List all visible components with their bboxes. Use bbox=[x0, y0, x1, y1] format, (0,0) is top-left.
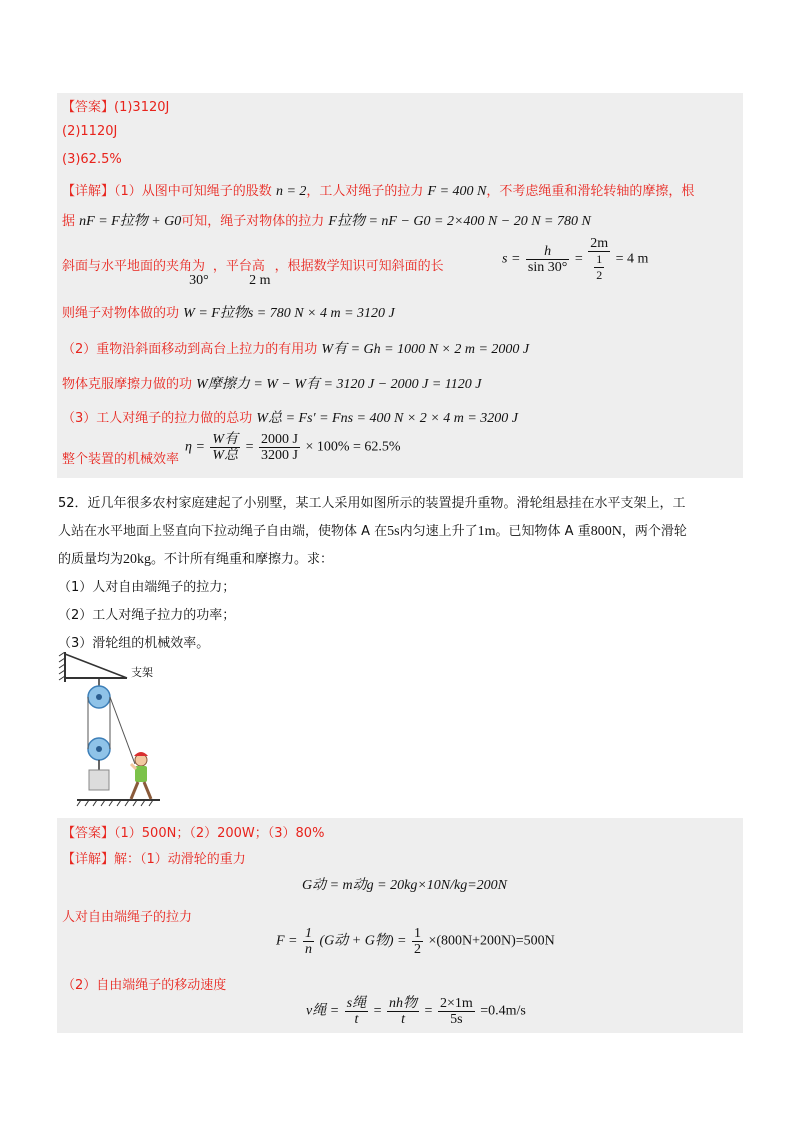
denominator: W总 bbox=[212, 448, 239, 463]
pulley-axle bbox=[96, 694, 102, 700]
fraction bbox=[387, 996, 419, 1027]
numerator: 1 bbox=[596, 252, 603, 266]
value: 20kg bbox=[123, 552, 152, 567]
detail-text: （2）重物沿斜面移动到高台上拉力的有用功 bbox=[62, 342, 318, 357]
detail-line-1 bbox=[62, 180, 694, 200]
fraction bbox=[210, 432, 240, 463]
denominator: n bbox=[305, 942, 312, 957]
answer-2: (2)1120J bbox=[62, 124, 118, 139]
fraction bbox=[438, 996, 475, 1027]
angle-value: 30° bbox=[189, 273, 209, 288]
denominator: 3200 J bbox=[260, 448, 298, 463]
fraction bbox=[303, 926, 314, 957]
question-52-line-3 bbox=[58, 548, 333, 568]
sub-question-3: （3）滑轮组的机械效率。 bbox=[58, 636, 210, 651]
detail-text: 整个装置的机械效率 bbox=[62, 452, 180, 467]
numerator: 1 bbox=[305, 926, 312, 941]
numerator: 1 bbox=[413, 926, 421, 941]
equation-part: = 4 m bbox=[615, 251, 649, 267]
equation-rope-speed: v绳 = $\frac{\text{s绳}}{t}$ = $\frac{\text{nh物}}{t}$ = $\frac{2\times 1m}{5s}$ =0.4m/s bbox=[306, 996, 526, 1027]
equation: F = 400 N bbox=[427, 184, 487, 199]
worker bbox=[131, 752, 151, 799]
answer-label: 【答案】 bbox=[62, 826, 115, 841]
equation-part: (G动 + G物) = bbox=[319, 933, 407, 949]
detail-text: 物体克服摩擦力做的功 bbox=[62, 377, 193, 392]
numerator: s绳 bbox=[346, 996, 367, 1011]
value: 1m bbox=[477, 524, 496, 539]
question-52-line-1: 52．近几年很多农村家庭建起了小别墅，某工人采用如图所示的装置提升重物。滑轮组悬挂在水平支架上，工 bbox=[58, 496, 686, 511]
answer-label: 【答案】 bbox=[62, 100, 115, 115]
denominator: sin 30° bbox=[527, 260, 568, 275]
fraction bbox=[259, 432, 300, 463]
equation-part: s = bbox=[502, 251, 521, 267]
pulley-figure bbox=[55, 652, 175, 812]
detail-text: ，根据数学知识可知斜面的长 bbox=[274, 259, 444, 274]
numerator: 2000 J bbox=[260, 432, 298, 447]
numerator: h bbox=[526, 244, 569, 260]
equation: n = 2 bbox=[275, 184, 307, 199]
fraction bbox=[588, 236, 610, 283]
question-52-line-2 bbox=[58, 520, 687, 540]
value: 5s bbox=[387, 524, 400, 539]
numerator: 2×1m bbox=[439, 996, 473, 1011]
equation: W总 = Fs′ = Fns = 400 N × 2 × 4 m = 3200 J bbox=[256, 411, 518, 426]
detail-line-1 bbox=[62, 848, 246, 867]
question-text: 。已知物体 A 重 bbox=[495, 524, 591, 539]
equation: W = F拉物s = 780 N × 4 m = 3120 J bbox=[183, 306, 395, 321]
equation-part: η = bbox=[185, 439, 205, 455]
denominator: 2 bbox=[596, 268, 603, 282]
weight-a bbox=[89, 770, 109, 790]
question-text: 。不计所有绳重和摩擦力。求： bbox=[151, 552, 334, 567]
equation-pulley-weight: G动 = m动g = 20kg×10N/kg=200N bbox=[302, 878, 508, 893]
question-text: ，两个滑轮 bbox=[621, 524, 687, 539]
detail-line-2: 人对自由端绳子的拉力 bbox=[62, 910, 193, 925]
detail-text: ，平台高 bbox=[212, 259, 265, 274]
detail-text: 则绳子对物体做的功 bbox=[62, 306, 180, 321]
denominator: 2 bbox=[413, 942, 421, 957]
equation-part: =0.4m/s bbox=[480, 1003, 526, 1019]
equation: F拉物 = nF − G0 = 2×400 N − 20 N = 780 N bbox=[328, 214, 591, 229]
pulley-axle bbox=[96, 746, 102, 752]
fraction bbox=[345, 996, 368, 1027]
fraction bbox=[526, 244, 569, 275]
numerator: nh物 bbox=[389, 996, 418, 1011]
detail-text: ，工人对绳子的拉力 bbox=[306, 184, 424, 199]
question-text: 人站在水平地面上竖直向下拉动绳子自由端，使物体 A 在 bbox=[58, 524, 388, 539]
equation: W摩擦力 = W − W有 = 3120 J − 2000 J = 1120 J bbox=[196, 377, 482, 392]
height-value: 2 m bbox=[249, 273, 271, 288]
sub-question-1: （1）人对自由端绳子的拉力； bbox=[58, 580, 236, 595]
detail-text: （1）从图中可知绳子的股数 bbox=[114, 184, 272, 199]
answer-1: (1)3120J bbox=[114, 100, 170, 115]
equation: W有 = Gh = 1000 N × 2 m = 2000 J bbox=[321, 342, 530, 357]
detail-line-4 bbox=[62, 302, 395, 322]
detail-line-3 bbox=[62, 255, 444, 288]
detail-text: 解：（1）动滑轮的重力 bbox=[114, 852, 246, 867]
equation: nF = F拉物 + G0 bbox=[79, 214, 182, 229]
detail-label: 【详解】 bbox=[62, 852, 115, 867]
denominator: t bbox=[354, 1012, 359, 1027]
detail-text: 斜面与水平地面的夹角为 bbox=[62, 259, 206, 274]
fraction bbox=[412, 926, 423, 957]
numerator: W有 bbox=[212, 432, 239, 447]
equation-part: F = bbox=[276, 933, 298, 949]
equation-part: × 100% = 62.5% bbox=[305, 439, 401, 455]
detail-text: （3）工人对绳子的拉力做的总功 bbox=[62, 411, 253, 426]
value: 800N bbox=[590, 524, 622, 539]
detail-text: 据 bbox=[62, 214, 76, 229]
answer-3: (3)62.5% bbox=[62, 152, 122, 167]
detail-line-6 bbox=[62, 373, 481, 393]
detail-text: 可知，绳子对物体的拉力 bbox=[181, 214, 325, 229]
bracket-label: 支架 bbox=[131, 666, 153, 679]
numerator: 2m bbox=[590, 236, 609, 251]
detail-line-5 bbox=[62, 338, 529, 358]
denominator bbox=[588, 252, 610, 283]
question-text: 的质量均为 bbox=[58, 552, 124, 567]
equation-pull-force bbox=[276, 926, 555, 957]
answer-line-1 bbox=[62, 96, 169, 115]
question-text: 内匀速上升了 bbox=[399, 524, 478, 539]
detail-line-3: （2）自由端绳子的移动速度 bbox=[62, 978, 227, 993]
denominator: t bbox=[401, 1012, 405, 1027]
detail-line-8 bbox=[62, 448, 179, 467]
answer-line bbox=[62, 822, 324, 841]
detail-text: ，不考虑绳重和滑轮转轴的摩擦，根 bbox=[486, 184, 695, 199]
slope-length-equation: s = $\frac{h}{\sin 30^\circ}$ = $\frac{2m}{\frac{1}{2}}$ = 4 m bbox=[502, 236, 649, 282]
denominator: 5s bbox=[450, 1012, 463, 1027]
bracket-brace bbox=[65, 654, 127, 678]
sub-question-2: （2）工人对绳子拉力的功率； bbox=[58, 608, 236, 623]
answer-text: （1）500N；（2）200W；（3）80% bbox=[114, 826, 325, 841]
efficiency-equation: η = $\frac{\text{W有}}{\text{W总}}$ = $\frac{2000 J}{3200 J}$ × 100% = 62.5% bbox=[185, 432, 401, 463]
equation-part: ×(800N+200N)=500N bbox=[428, 933, 555, 949]
detail-label: 【详解】 bbox=[62, 184, 115, 199]
rope-free-end bbox=[110, 697, 135, 764]
detail-line-7 bbox=[62, 407, 518, 427]
equation-part: v绳 = bbox=[306, 1003, 340, 1019]
detail-line-2 bbox=[62, 210, 591, 230]
